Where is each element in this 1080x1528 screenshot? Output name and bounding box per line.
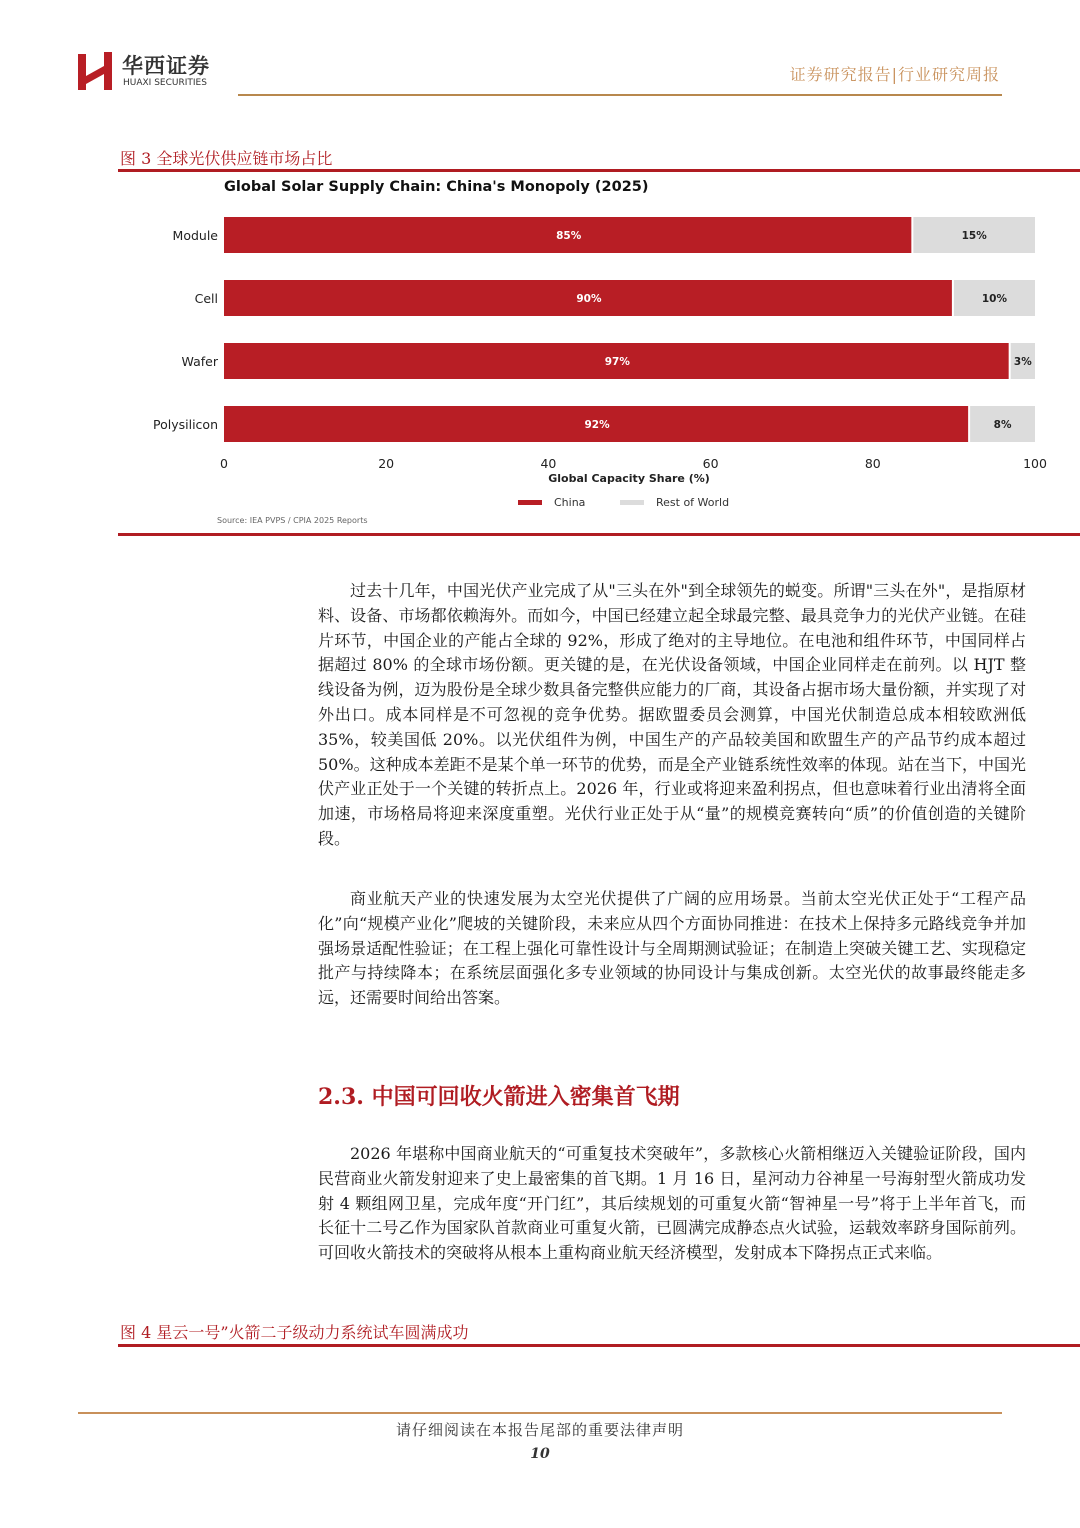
x-tick-0: 0	[220, 456, 228, 471]
legend-label-china: China	[554, 496, 586, 509]
data-label-china-polysilicon: 92%	[584, 419, 610, 431]
page-number: 10	[530, 1446, 550, 1462]
data-label-rest-of-world-cell: 10%	[981, 293, 1008, 305]
category-label-polysilicon: Polysilicon	[153, 417, 218, 432]
legend-swatch-china	[518, 500, 542, 505]
x-tick-20: 20	[378, 456, 395, 471]
section-heading: 2.3. 中国可回收火箭进入密集首飞期	[318, 1084, 680, 1110]
x-axis-label: Global Capacity Share (%)	[548, 472, 710, 485]
paragraph-solar-industry	[318, 579, 1026, 852]
x-tick-60: 60	[702, 456, 719, 471]
category-label-wafer: Wafer	[181, 354, 218, 369]
data-label-china-cell: 90%	[576, 293, 602, 305]
paragraph-1: 过去十几年，中国光伏产业完成了从"三头在外"到全球领先的蜕变。所谓"三头在外"，是指原材料、设备、市场都依赖海外。而如今，中国已经建立起全球最完整、最具竞争力的光伏产业链。在硅片环节，中国企业的产能占全球的 92%，形成了绝对的主导地位。在电池和组件环节，中国同样占据超过 80% 的全球市场份额。更关键的是，在光伏设备领域，中国企业同样走在前列。以 HJT 整线设备为例，迈为股份是全球少数具备完整供应能力的厂商，其设备占据市场大量份额，并实现了对外出口。成本同样是不可忽视的竞争优势。据欧盟委员会测算，中国光伏制造总成本相较欧洲低 35%，较美国低 20%。以光伏组件为例，中国生产的产品较美国和欧盟生产的产品节约成本超过 50%。这种成本差距不是某个单一环节的优势，而是全产业链系统性效率的体现。站在当下，中国光伏产业正处于一个关键的转折点上。2026 年，行业或将迎来盈利拐点，但也意味着行业出清将全面加速，市场格局将迎来深度重塑。光伏行业正处于从“量”的规模竞赛转向“质”的价值创造的关键阶段。	[318, 581, 1026, 848]
category-label-cell: Cell	[194, 291, 218, 306]
company-logo	[78, 50, 228, 92]
x-tick-100: 100	[1023, 456, 1047, 471]
paragraph-3: 2026 年堪称中国商业航天的“可重复技术突破年”，多款核心火箭相继迈入关键验证阶段，国内民营商业火箭发射迎来了史上最密集的首飞期。1 月 16 日，星河动力谷神星一号海射型火箭成功发射 4 颗组网卫星，完成年度“开门红”，其后续规划的可重复火箭“智神星一号”将于上半年首飞，而长征十二号乙作为国家队首款商业可重复火箭，已圆满完成静态点火试验，运载效率跻身国际前列。可回收火箭技术的突破将从根本上重构商业航天经济模型，发射成本下降拐点正式来临。	[318, 1144, 1026, 1263]
figure-3-title: 图 3 全球光伏供应链市场占比	[120, 149, 333, 168]
legal-notice: 请仔细阅读在本报告尾部的重要法律声明	[395, 1421, 684, 1439]
legend-swatch-rest-of-world	[620, 500, 644, 505]
category-label-module: Module	[172, 228, 218, 243]
supply-chain-chart	[120, 172, 1060, 534]
chart-canvas	[120, 172, 1060, 534]
header-divider	[238, 94, 1002, 96]
chart-title: Global Solar Supply Chain: China's Monopoly (2025)	[224, 179, 649, 195]
figure-4-title: 图 4 星云一号”火箭二子级动力系统试车圆满成功	[120, 1323, 469, 1342]
data-label-china-module: 85%	[556, 230, 582, 242]
data-label-rest-of-world-polysilicon: 8%	[993, 419, 1012, 431]
footer-divider	[78, 1412, 1002, 1414]
data-label-rest-of-world-module: 15%	[961, 230, 987, 242]
data-label-china-wafer: 97%	[604, 356, 630, 368]
x-tick-40: 40	[540, 456, 557, 471]
logo-text-cn: 华西证券	[122, 54, 210, 78]
legend-label-rest-of-world: Rest of World	[656, 496, 730, 509]
huaxi-logo-icon	[78, 52, 112, 90]
figure-4-top-rule	[118, 1344, 1080, 1347]
logo-text-en: HUAXI SECURITIES	[123, 78, 207, 88]
chart-source: Source: IEA PVPS / CPIA 2025 Reports	[217, 516, 368, 525]
paragraph-2: 商业航天产业的快速发展为太空光伏提供了广阔的应用场景。当前太空光伏正处于“工程产品化”向“规模产业化”爬坡的关键阶段，未来应从四个方面协同推进：在技术上保持多元路线竞争并加强场景适配性验证；在工程上强化可靠性设计与全周期测试验证；在制造上突破关键工艺、实现稳定批产与持续降本；在系统层面强化多专业领域的协同设计与集成创新。太空光伏的故事最终能走多远，还需要时间给出答案。	[318, 889, 1026, 1008]
report-type: 证券研究报告|行业研究周报	[789, 65, 1000, 84]
x-tick-80: 80	[864, 456, 881, 471]
paragraph-space-solar	[318, 887, 1026, 1011]
paragraph-rockets	[318, 1142, 1026, 1266]
data-label-rest-of-world-wafer: 3%	[1013, 356, 1032, 368]
figure-3-bottom-rule	[118, 533, 1080, 536]
